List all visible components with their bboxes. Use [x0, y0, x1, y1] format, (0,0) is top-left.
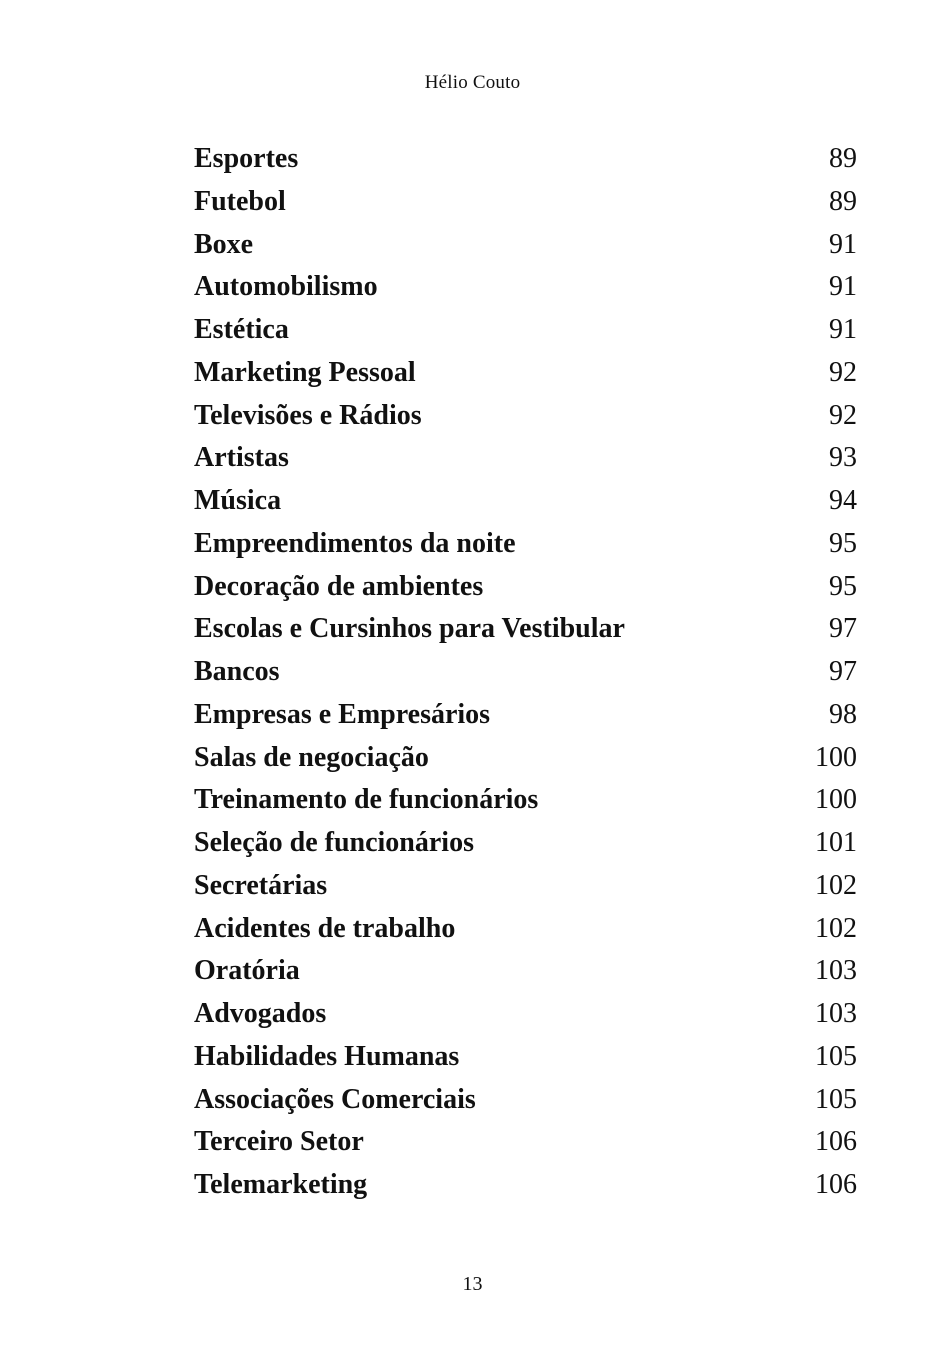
toc-entry	[194, 181, 857, 224]
toc-entry-title: Empresas e Empresários	[194, 698, 491, 730]
toc-entry-page: 102	[815, 869, 857, 901]
toc-entry-page: 106	[815, 1169, 857, 1200]
toc-entry-page: 102	[815, 912, 857, 944]
toc-entry-page: 105	[815, 1040, 857, 1072]
toc-entry	[194, 480, 857, 523]
toc-entry-title: Oratória	[194, 955, 300, 987]
page-number: 13	[462, 1273, 483, 1295]
toc-entry	[194, 822, 857, 865]
toc-entry-page: 92	[829, 399, 857, 431]
toc-entry-title: Bancos	[194, 656, 280, 687]
toc-entry	[194, 993, 857, 1036]
toc-entry	[194, 1121, 857, 1164]
toc-entry	[194, 608, 857, 651]
toc-entry-page: 100	[815, 784, 857, 816]
toc-entry-page: 100	[815, 741, 857, 773]
toc-entry-page: 95	[829, 570, 857, 602]
toc-entry-page: 98	[829, 698, 857, 730]
toc-entry-title: Associações Comerciais	[194, 1083, 476, 1115]
toc-entry-title: Escolas e Cursinhos para Vestibular	[194, 613, 625, 645]
toc-entry	[194, 1164, 857, 1207]
running-header: Hélio Couto	[424, 72, 521, 93]
table-of-contents	[194, 138, 857, 1207]
toc-entry	[194, 266, 857, 309]
toc-entry-page: 89	[829, 185, 857, 217]
toc-entry	[194, 950, 857, 993]
toc-entry-title: Artistas	[194, 442, 289, 474]
toc-entry	[194, 437, 857, 480]
toc-entry-page: 97	[829, 656, 857, 687]
toc-entry-title: Empreendimentos da noite	[194, 527, 516, 559]
toc-entry-page: 94	[829, 485, 857, 516]
toc-entry-page: 103	[815, 998, 857, 1029]
toc-entry-title: Decoração de ambientes	[194, 570, 484, 602]
toc-entry-title: Treinamento de funcionários	[194, 784, 539, 816]
toc-entry	[194, 1036, 857, 1079]
toc-entry	[194, 224, 857, 267]
toc-entry-title: Estética	[194, 314, 289, 345]
toc-entry	[194, 309, 857, 352]
toc-entry-title: Terceiro Setor	[194, 1126, 364, 1158]
toc-entry-page: 103	[815, 955, 857, 987]
toc-entry-title: Acidentes de trabalho	[194, 912, 456, 944]
toc-entry-title: Esportes	[194, 143, 299, 174]
toc-entry-title: Seleção de funcionários	[194, 827, 474, 858]
toc-entry	[194, 138, 857, 181]
toc-entry	[194, 908, 857, 951]
toc-entry-page: 106	[815, 1126, 857, 1158]
toc-entry-title: Telemarketing	[194, 1169, 368, 1200]
toc-entry-title: Habilidades Humanas	[194, 1040, 460, 1072]
toc-entry-page: 92	[829, 356, 857, 388]
toc-entry	[194, 737, 857, 780]
toc-entry-page: 101	[815, 827, 857, 858]
toc-entry	[194, 1079, 857, 1122]
toc-entry-page: 91	[829, 271, 857, 303]
toc-entry-page: 91	[829, 314, 857, 345]
toc-entry	[194, 352, 857, 395]
toc-entry	[194, 395, 857, 438]
toc-entry-page: 97	[829, 613, 857, 645]
toc-entry	[194, 865, 857, 908]
toc-entry-title: Automobilismo	[194, 271, 378, 303]
toc-entry-title: Televisões e Rádios	[194, 399, 422, 431]
toc-entry-title: Marketing Pessoal	[194, 356, 416, 388]
toc-entry-title: Futebol	[194, 185, 286, 217]
toc-entry-title: Música	[194, 485, 282, 516]
toc-entry-page: 105	[815, 1083, 857, 1115]
toc-entry	[194, 779, 857, 822]
toc-entry-title: Boxe	[194, 228, 254, 260]
toc-entry-page: 89	[829, 143, 857, 174]
toc-entry-title: Salas de negociação	[194, 741, 429, 773]
toc-entry	[194, 566, 857, 609]
toc-entry-page: 95	[829, 527, 857, 559]
toc-entry	[194, 694, 857, 737]
toc-entry	[194, 651, 857, 694]
toc-entry-title: Secretárias	[194, 869, 328, 901]
toc-entry-page: 93	[829, 442, 857, 474]
toc-entry-title: Advogados	[194, 998, 327, 1029]
toc-entry	[194, 523, 857, 566]
toc-entry-page: 91	[829, 228, 857, 260]
